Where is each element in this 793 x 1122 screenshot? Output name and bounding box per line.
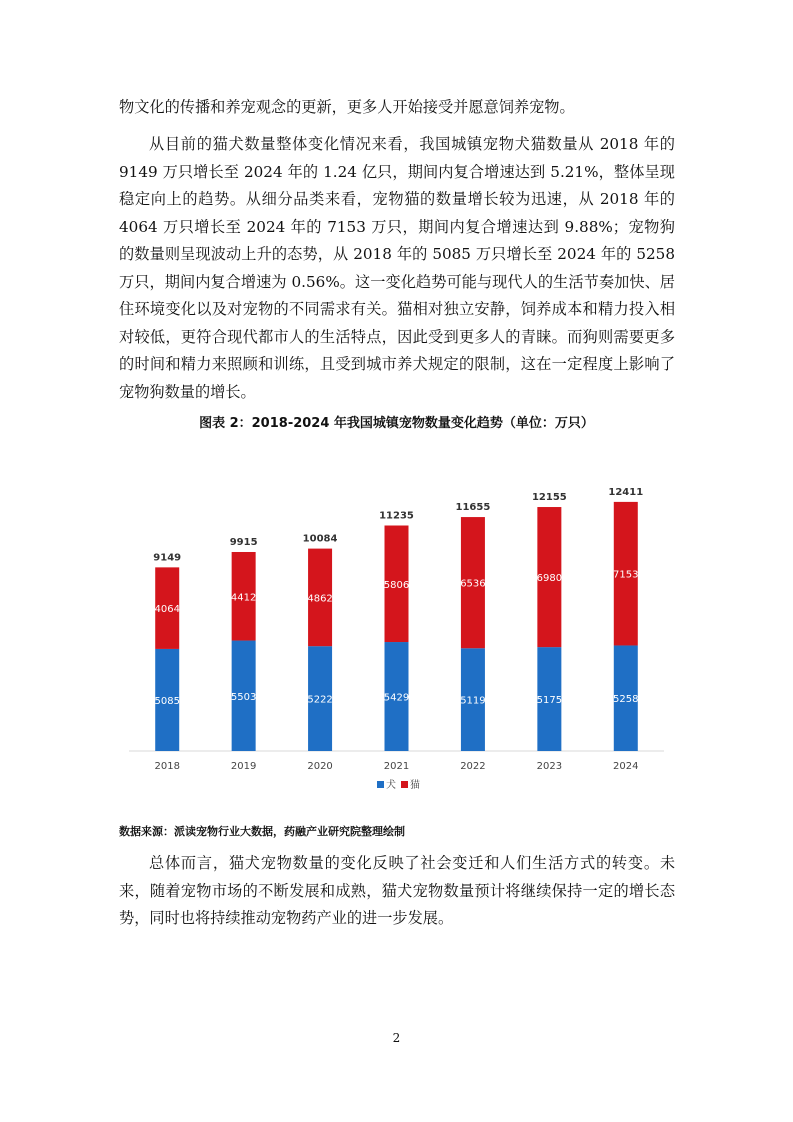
bar-value-label: 4862 [307, 593, 333, 605]
legend-swatch-dog [377, 781, 384, 788]
bar-value-label: 5085 [154, 695, 180, 707]
paragraph-cat-dog-trend: 从目前的猫犬数量整体变化情况来看，我国城镇宠物犬猫数量从 2018 年的 9149 万只增长至 2024 年的 1.24 亿只，期间内复合增速达到 5.21%，整体呈现稳定向上的趋势。从细分品类来看，宠物猫的数量增长较为迅速，从 2018 年的 4064 万只增长至 2024 年的 7153 万只，期间内复合增速达到 9.88%；宠物狗的数量则呈现波动上升的态势，从 2018 年的 5085 万只增长至 2024 年的 5258 万只，期间内复合增速为 0.56%。这一变化趋势可能与现代人的生活节奏加快、居住环境变化以及对宠物的不同需求有关。猫相对独立安静，饲养成本和精力投入相对较低，更符合现代都市人的生活特点，因此受到更多人的青睐。而狗则需要更多的时间和精力来照顾和训练，且受到城市养犬规定的限制，这在一定程度上影响了宠物狗数量的增长。 [119, 135, 675, 401]
x-tick-label: 2022 [460, 761, 486, 772]
x-tick-label: 2023 [536, 761, 563, 772]
x-tick-label: 2019 [230, 761, 257, 772]
bar-total-label: 11655 [455, 502, 491, 514]
x-tick-label: 2021 [383, 761, 410, 772]
bar-total-label: 9915 [229, 536, 258, 548]
paragraph-intro-tail: 物文化的传播和养宠观念的更新，更多人开始接受并愿意饲养宠物。 [119, 98, 575, 116]
legend-swatch-cat [401, 781, 408, 788]
bar-value-label: 5175 [536, 695, 563, 707]
page-number: 2 [392, 1031, 401, 1045]
bar-value-label: 5503 [230, 691, 257, 703]
paragraph-conclusion: 总体而言，猫犬宠物数量的变化反映了社会变迁和人们生活方式的转变。未来，随着宠物市场的不断发展和成熟，猫犬宠物数量预计将继续保持一定的增长态势，同时也将持续推动宠物药产业的进一步发展。 [119, 854, 675, 927]
x-tick-label: 2024 [613, 761, 639, 772]
bar-value-label: 6536 [460, 578, 486, 590]
data-source-note: 数据来源：派读宠物行业大数据，药融产业研究院整理绘制 [119, 825, 405, 838]
bar-value-label: 5222 [307, 694, 333, 706]
stacked-bar-chart [119, 470, 679, 810]
bar-total-label: 11235 [379, 510, 414, 522]
bar-value-label: 5119 [460, 695, 486, 707]
x-tick-label: 2018 [154, 761, 180, 772]
bar-total-label: 9149 [153, 552, 182, 564]
bar-total-label: 10084 [302, 533, 338, 545]
bar-value-label: 4412 [230, 592, 257, 604]
bar-value-label: 7153 [613, 569, 639, 581]
bar-value-label: 6980 [536, 573, 563, 585]
bar-value-label: 5806 [383, 579, 410, 591]
bar-value-label: 5429 [383, 692, 410, 704]
bar-value-label: 4064 [154, 604, 180, 616]
legend-label-cat: 猫 [410, 780, 420, 791]
bar-value-label: 5258 [613, 694, 639, 706]
bar-total-label: 12411 [608, 486, 644, 498]
legend-label-dog: 犬 [386, 780, 396, 791]
figure-title: 图表 2：2018-2024 年我国城镇宠物数量变化趋势（单位：万只） [199, 416, 594, 431]
bar-total-label: 12155 [531, 492, 567, 504]
x-tick-label: 2020 [307, 761, 333, 772]
